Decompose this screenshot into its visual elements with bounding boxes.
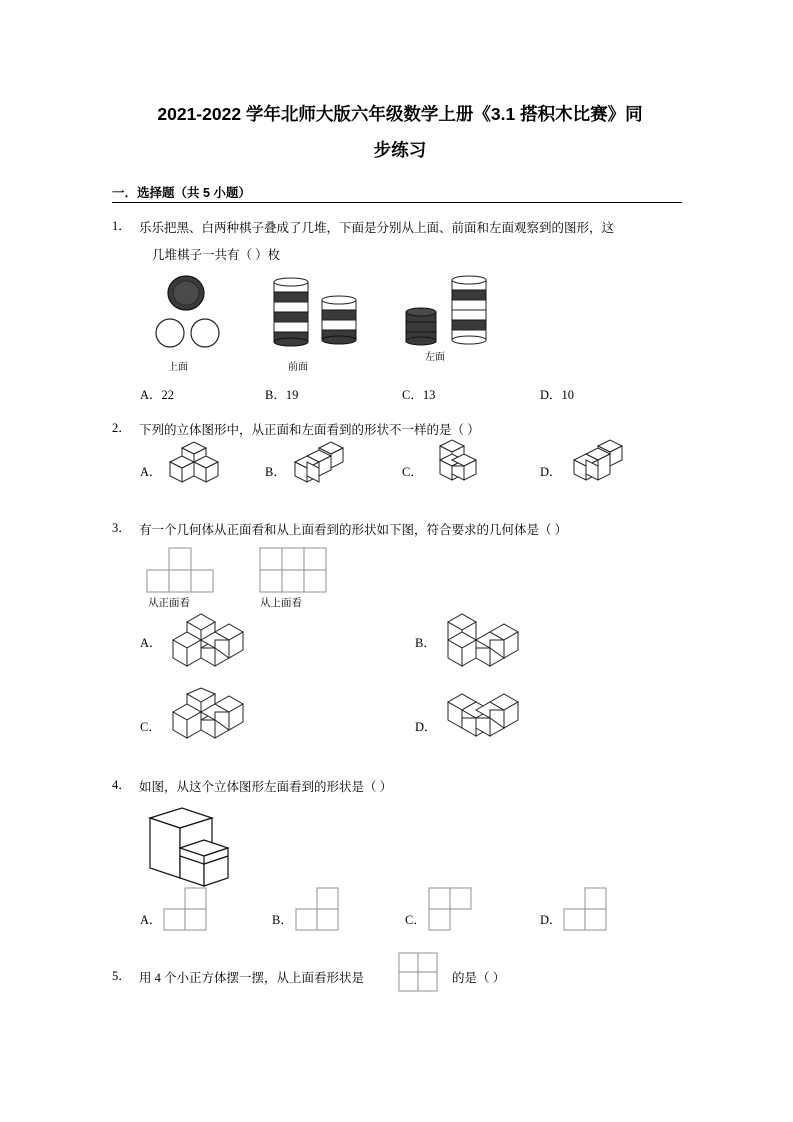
question-1-caption-front: 前面 xyxy=(288,362,308,373)
cube-stack-icon xyxy=(274,278,308,346)
question-1-figure-top-view xyxy=(148,275,238,355)
question-4-option-b-label[interactable]: B． xyxy=(272,913,293,927)
question-4-number: 4． xyxy=(112,778,131,792)
question-2-option-a-label[interactable]: A． xyxy=(140,465,162,479)
section-heading: 一．选择题（共 5 小题） xyxy=(112,186,251,200)
question-5-text-part-1: 用 4 个小正方体摆一摆，从上面看形状是 xyxy=(139,971,365,985)
cube-stack-icon xyxy=(452,276,486,344)
question-3-option-a-figure[interactable] xyxy=(165,612,275,674)
cube-stack-icon xyxy=(406,308,436,345)
question-3-option-a-label[interactable]: A． xyxy=(140,636,162,650)
question-4-figure xyxy=(142,800,272,900)
question-1-caption-top: 上面 xyxy=(168,362,188,373)
question-3-option-c-figure[interactable] xyxy=(165,688,275,750)
question-2-number: 2． xyxy=(112,421,131,435)
page-title-line-2: 步练习 xyxy=(373,140,427,160)
question-1-option-b[interactable]: B．19 xyxy=(265,388,299,402)
question-4-option-d-label[interactable]: D． xyxy=(540,913,562,927)
question-2-option-d-figure[interactable] xyxy=(564,440,644,488)
question-2-option-c-label[interactable]: C． xyxy=(402,465,423,479)
question-2-option-b-figure[interactable] xyxy=(289,440,359,488)
white-checker-icon xyxy=(191,319,219,347)
question-2-text: 下列的立体图形中，从正面和左面看到的形状不一样的是（ ） xyxy=(139,423,480,437)
question-5-number: 5． xyxy=(112,969,131,983)
question-3-option-d-label[interactable]: D． xyxy=(415,720,437,734)
question-1-text-line-2: 几堆棋子一共有（ ）枚 xyxy=(152,248,281,262)
question-4-option-c-figure[interactable] xyxy=(428,886,498,936)
question-4-option-a-label[interactable]: A． xyxy=(140,913,162,927)
question-4-option-a-figure[interactable] xyxy=(163,886,233,936)
question-3-option-c-label[interactable]: C． xyxy=(140,720,161,734)
question-3-caption-front: 从正面看 xyxy=(148,598,190,609)
grid-shape-icon xyxy=(164,888,206,930)
grid-shape-icon xyxy=(296,888,338,930)
question-3-caption-top: 从上面看 xyxy=(260,598,302,609)
question-2-option-a-figure[interactable] xyxy=(164,440,234,488)
section-divider xyxy=(112,202,682,203)
question-2-option-b-label[interactable]: B． xyxy=(265,465,286,479)
grid-shape-icon xyxy=(147,548,213,592)
question-3-text: 有一个几何体从正面看和从上面看到的形状如下图，符合要求的几何体是（ ） xyxy=(139,523,568,537)
question-4-option-d-figure[interactable] xyxy=(563,886,633,936)
question-1-figure-front-view xyxy=(268,278,378,356)
question-2-option-c-figure[interactable] xyxy=(426,440,496,488)
page-title-line-1: 2021-2022 学年北师大版六年级数学上册《3.1 搭积木比赛》同 xyxy=(157,104,643,124)
grid-shape-icon xyxy=(429,888,471,930)
white-checker-icon xyxy=(156,319,184,347)
question-4-text: 如图，从这个立体图形左面看到的形状是（ ） xyxy=(139,780,393,794)
cube-stack-icon xyxy=(322,296,356,344)
grid-shape-icon xyxy=(399,953,437,991)
question-1-number: 1． xyxy=(112,219,131,233)
question-5-text-part-2: 的是（ ） xyxy=(452,971,506,985)
black-checker-icon xyxy=(168,276,204,310)
question-2-option-d-label[interactable]: D． xyxy=(540,465,562,479)
grid-shape-icon xyxy=(564,888,606,930)
question-1-figure-left-view xyxy=(400,278,510,356)
question-3-front-grid xyxy=(145,546,245,594)
question-1-text-line-1: 乐乐把黑、白两种棋子叠成了几堆，下面是分别从上面、前面和左面观察到的图形，这 xyxy=(139,221,615,235)
question-1-option-a[interactable]: A．22 xyxy=(140,388,175,402)
question-4-option-c-label[interactable]: C． xyxy=(405,913,426,927)
question-5-grid-shape xyxy=(398,952,454,996)
grid-shape-icon xyxy=(260,548,326,592)
question-4-option-b-figure[interactable] xyxy=(295,886,365,936)
question-1-option-c[interactable]: C．13 xyxy=(402,388,436,402)
question-1-caption-left: 左面 xyxy=(425,352,445,363)
question-3-number: 3． xyxy=(112,521,131,535)
question-3-option-b-label[interactable]: B． xyxy=(415,636,436,650)
page-title xyxy=(110,96,690,168)
question-3-top-grid xyxy=(258,546,358,594)
question-3-option-b-figure[interactable] xyxy=(440,612,550,674)
question-3-option-d-figure[interactable] xyxy=(440,688,560,750)
question-1-option-d[interactable]: D．10 xyxy=(540,388,575,402)
